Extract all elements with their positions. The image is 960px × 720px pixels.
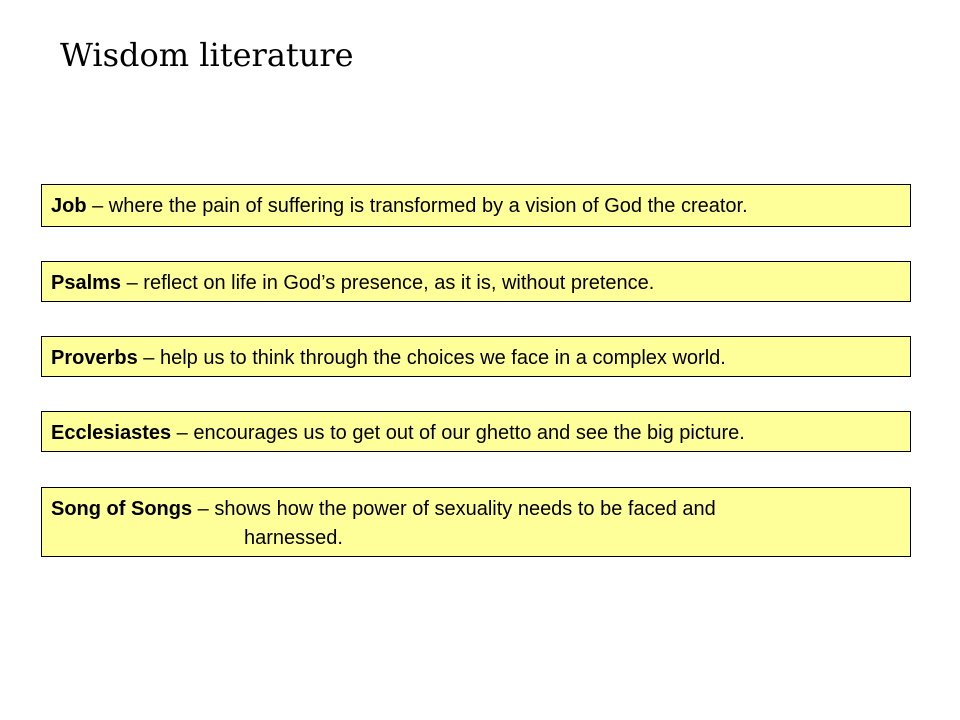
book-description: – reflect on life in God’s presence, as it is, without pretence. <box>121 272 655 294</box>
book-name: Psalms <box>51 272 122 294</box>
slide-title: Wisdom literature <box>60 36 354 74</box>
book-name: Ecclesiastes <box>51 422 172 444</box>
book-box-psalms <box>41 261 911 302</box>
book-description: – shows how the power of sexuality needs to be faced and <box>192 498 716 520</box>
book-box-proverbs <box>41 336 911 377</box>
book-description: – encourages us to get out of our ghetto and see the big picture. <box>171 422 745 444</box>
book-name: Proverbs <box>51 347 138 369</box>
book-box-ecclesiastes <box>41 411 911 452</box>
book-description: – help us to think through the choices we face in a complex world. <box>137 347 726 369</box>
book-name: Song of Songs <box>51 498 193 520</box>
book-description: – where the pain of suffering is transformed by a vision of God the creator. <box>86 195 748 217</box>
book-box-job <box>41 184 911 227</box>
book-description-continuation: harnessed. <box>244 527 343 549</box>
book-box-song-of-songs <box>41 487 911 557</box>
book-name: Job <box>51 195 87 217</box>
